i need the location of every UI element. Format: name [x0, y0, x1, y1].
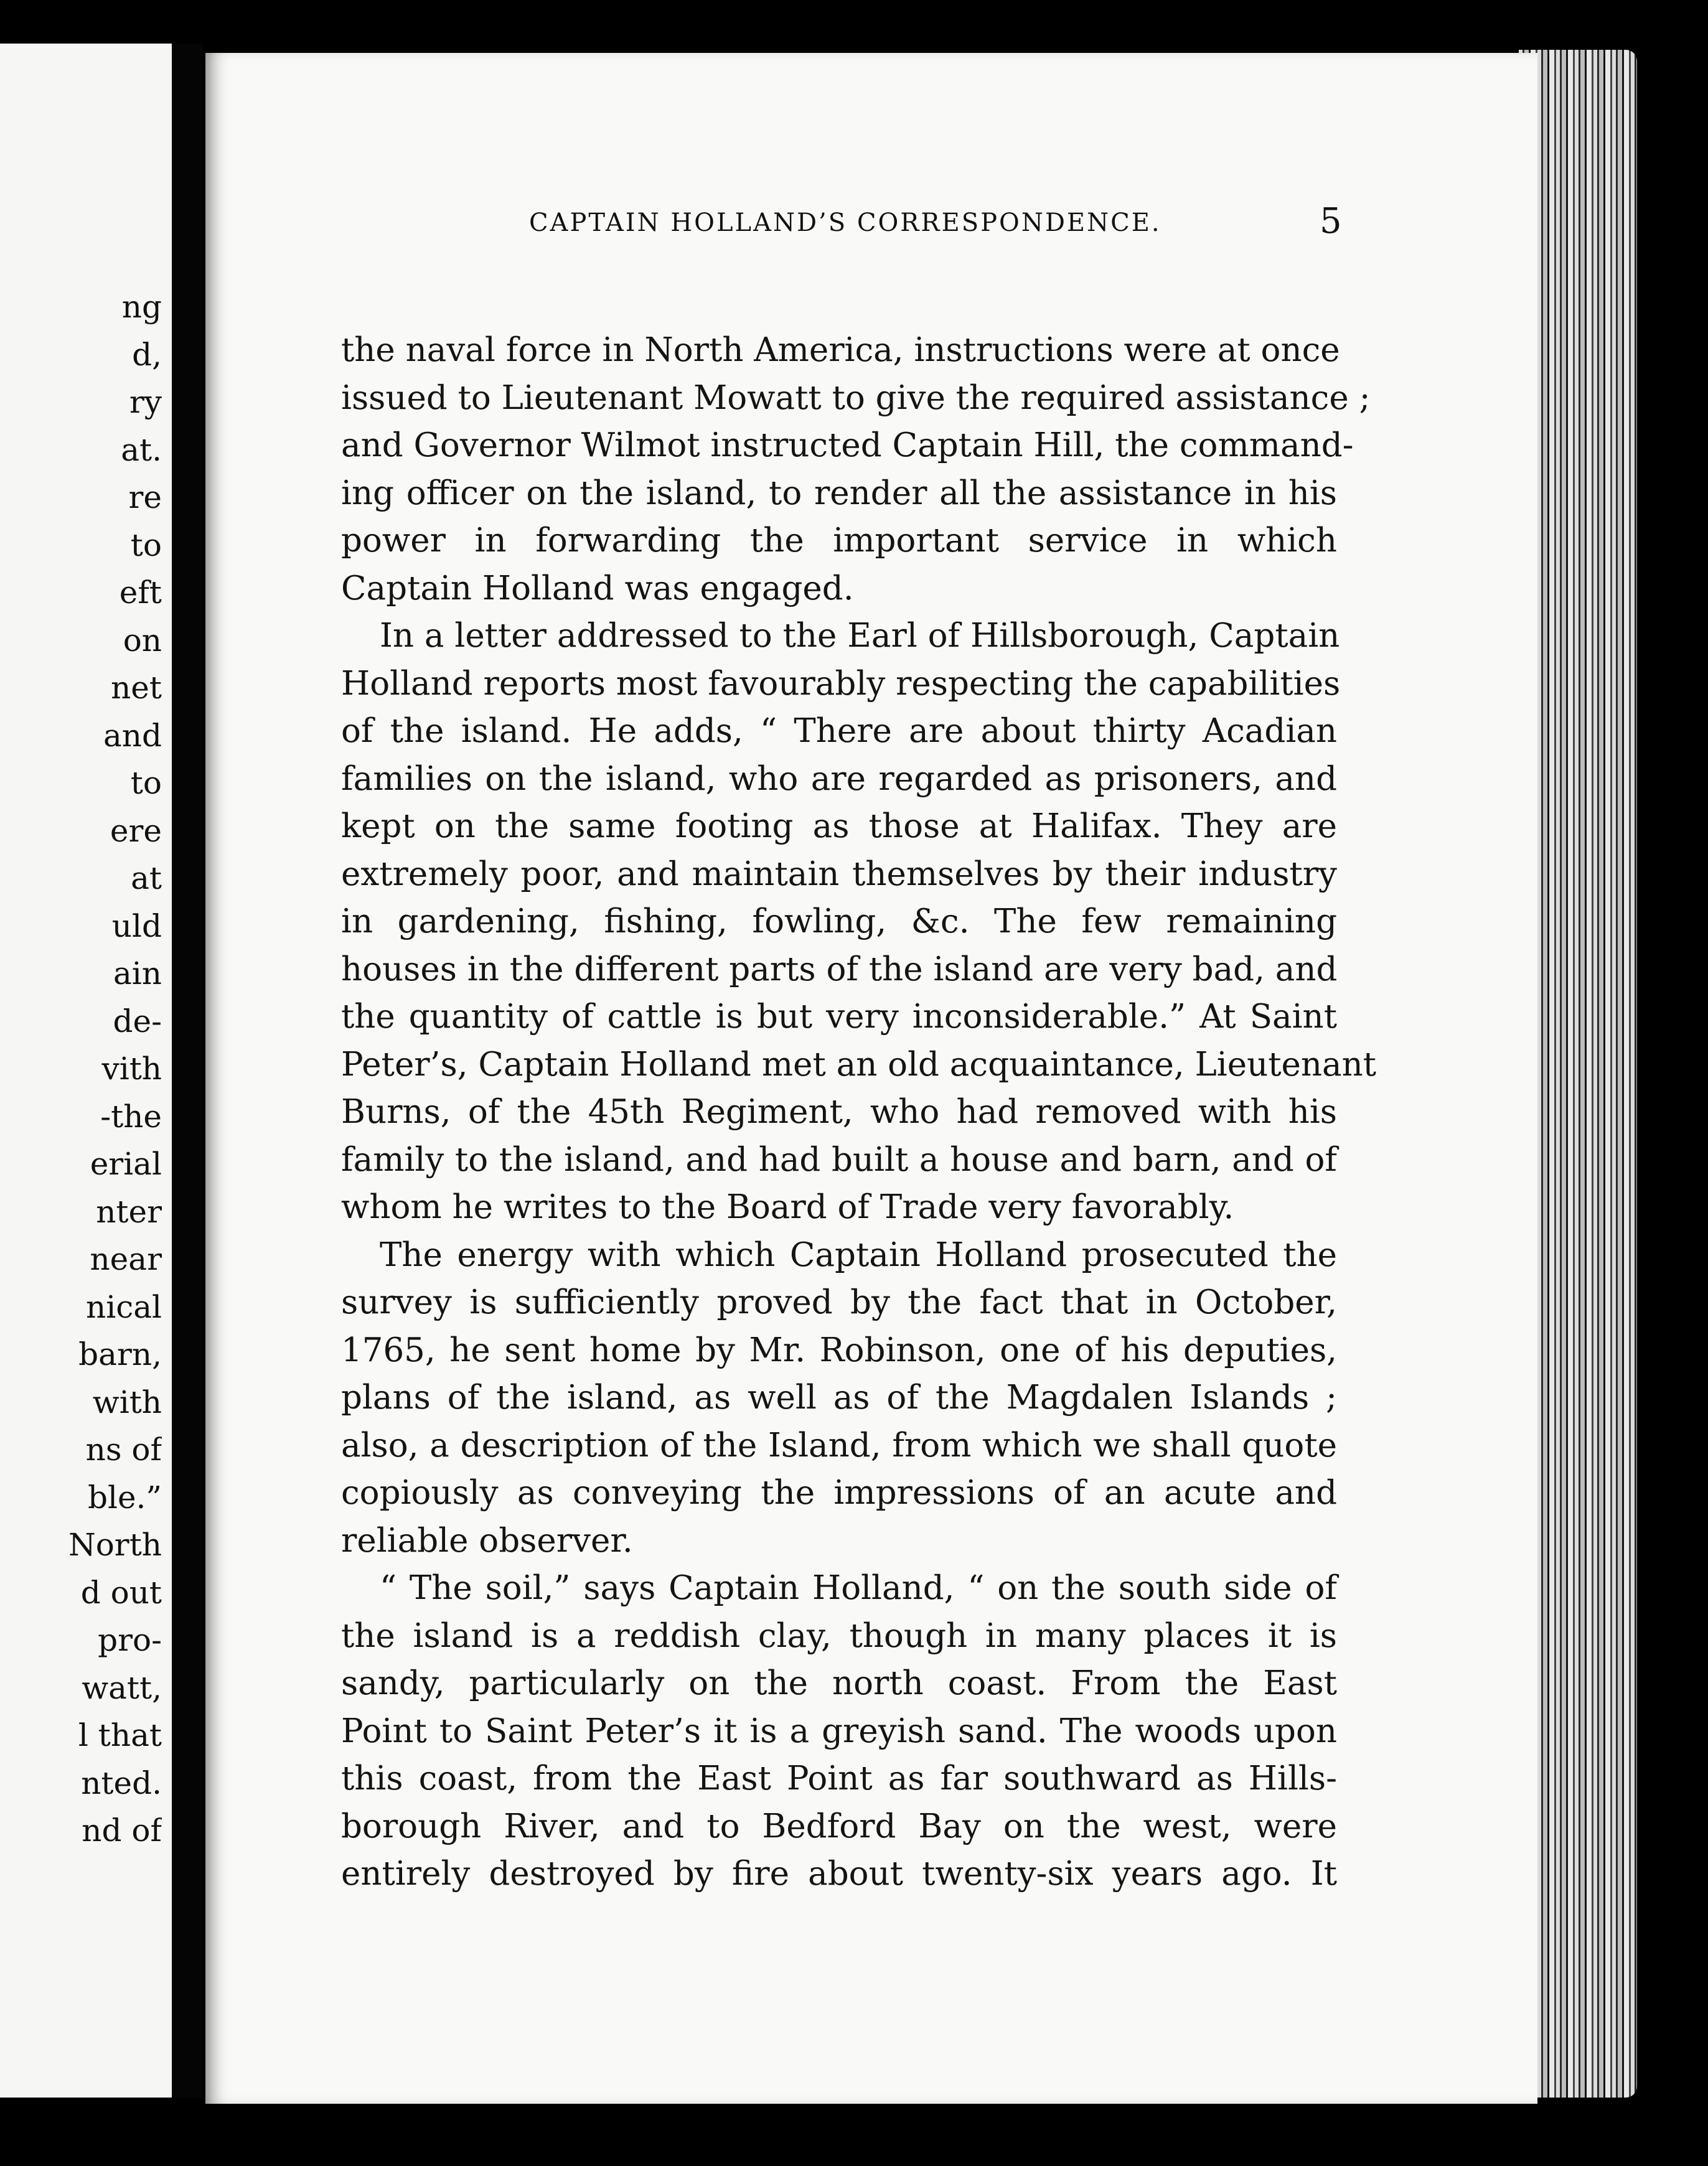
text-line: of the island. He adds, “ There are about thirty Acadian — [341, 712, 1337, 750]
left-page-line: on — [123, 622, 162, 659]
text-line: Burns, of the 45th Regiment, who had removed with his — [341, 1093, 1337, 1131]
text-line: copiously as conveying the impressions of an acute and — [341, 1474, 1337, 1512]
text-line: Point to Saint Peter’s it is a greyish sand. The woods upon — [341, 1712, 1337, 1750]
text-line: the quantity of cattle is but very inconsiderable.” At Saint — [341, 998, 1337, 1036]
left-facing-page — [0, 44, 174, 2098]
left-page-line: barn, — [78, 1336, 162, 1372]
text-line: and Governor Wilmot instructed Captain Hill, the command- — [341, 426, 1354, 464]
left-page-line: de- — [113, 1003, 162, 1039]
text-line: Holland reports most favourably respecting the capabilities — [341, 664, 1341, 703]
left-page-line: and — [103, 717, 162, 754]
text-line: Peter’s, Captain Holland met an old acquaintance, Lieutenant — [341, 1045, 1377, 1084]
left-page-line: ng — [121, 289, 162, 325]
left-page-line: at. — [121, 431, 162, 468]
text-line: family to the island, and had built a house and barn, and of — [341, 1140, 1337, 1179]
page-number: 5 — [1320, 201, 1342, 241]
left-page-line: to — [130, 527, 162, 563]
page-header — [205, 201, 1537, 265]
left-page-line: nter — [96, 1193, 162, 1230]
text-line: In a letter addressed to the Earl of Hillsborough, Captain — [380, 617, 1340, 655]
left-page-line: d out — [80, 1574, 162, 1611]
left-page-line: watt, — [82, 1669, 162, 1706]
left-page-line: -the — [100, 1098, 162, 1135]
left-page-line: ble.” — [87, 1479, 162, 1516]
text-line: “ The soil,” says Captain Holland, “ on the south side of — [380, 1569, 1337, 1607]
text-line: borough River, and to Bedford Bay on the west, were — [341, 1807, 1337, 1845]
left-page-line: uld — [111, 907, 162, 944]
text-line: issued to Lieutenant Mowatt to give the required assistance ; — [341, 378, 1371, 417]
text-line: survey is sufficiently proved by the fact that in October, — [341, 1283, 1337, 1321]
left-page-line: eft — [119, 574, 162, 611]
text-line: in gardening, fishing, fowling, &c. The few remaining — [341, 902, 1337, 940]
left-page-line: l that — [78, 1717, 162, 1753]
left-page-line: ry — [129, 384, 162, 420]
left-page-line: at — [131, 860, 162, 896]
left-page-line: net — [111, 670, 162, 706]
left-page-line: pro- — [98, 1622, 162, 1658]
left-page-line: vith — [101, 1051, 162, 1087]
left-page-line: d, — [132, 336, 162, 373]
left-page-line: ns of — [85, 1432, 162, 1468]
text-line: the naval force in North America, instructions were at once — [341, 331, 1340, 369]
left-page-line: to — [130, 765, 162, 801]
left-page-line: with — [92, 1384, 162, 1420]
text-line: 1765, he sent home by Mr. Robinson, one of his deputies, — [341, 1331, 1337, 1369]
book-page — [205, 53, 1537, 2104]
text-line: ing officer on the island, to render all the assistance in his — [341, 474, 1337, 512]
text-line: this coast, from the East Point as far southward as Hills- — [341, 1760, 1337, 1798]
text-line: extremely poor, and maintain themselves by their industry — [341, 855, 1337, 893]
text-line: The energy with which Captain Holland prosecuted the — [380, 1235, 1337, 1274]
text-line: sandy, particularly on the north coast. From the East — [341, 1664, 1337, 1702]
left-page-line: ere — [110, 812, 162, 849]
text-line: the island is a reddish clay, though in many places it is — [341, 1616, 1337, 1655]
left-page-line: nical — [86, 1288, 162, 1325]
text-line: kept on the same footing as those at Halifax. They are — [341, 807, 1337, 845]
left-page-line: ain — [113, 955, 162, 992]
left-page-line: nd of — [82, 1812, 162, 1849]
left-page-text — [0, 283, 162, 1855]
left-page-line: nted. — [81, 1765, 162, 1801]
book-gutter — [172, 44, 203, 2098]
text-line: Captain Holland was engaged. — [341, 569, 854, 607]
text-line: whom he writes to the Board of Trade very favorably. — [341, 1188, 1234, 1226]
text-line: entirely destroyed by fire about twenty-six years ago. It — [341, 1855, 1337, 1893]
text-line: plans of the island, as well as of the Magdalen Islands ; — [341, 1379, 1337, 1417]
running-head: CAPTAIN HOLLAND’S CORRESPONDENCE. — [529, 209, 1161, 237]
left-page-line: erial — [90, 1146, 162, 1182]
left-page-line: re — [128, 479, 162, 515]
text-line: also, a description of the Island, from which we shall quote — [341, 1426, 1337, 1465]
text-line: families on the island, who are regarded as prisoners, and — [341, 759, 1337, 798]
left-page-line: North — [68, 1527, 162, 1563]
body-text — [341, 327, 1377, 1898]
left-page-line: near — [90, 1241, 162, 1277]
text-line: reliable observer. — [341, 1521, 633, 1560]
text-line: houses in the different parts of the island are very bad, and — [341, 950, 1338, 988]
text-line: power in forwarding the important service in which — [341, 522, 1337, 560]
